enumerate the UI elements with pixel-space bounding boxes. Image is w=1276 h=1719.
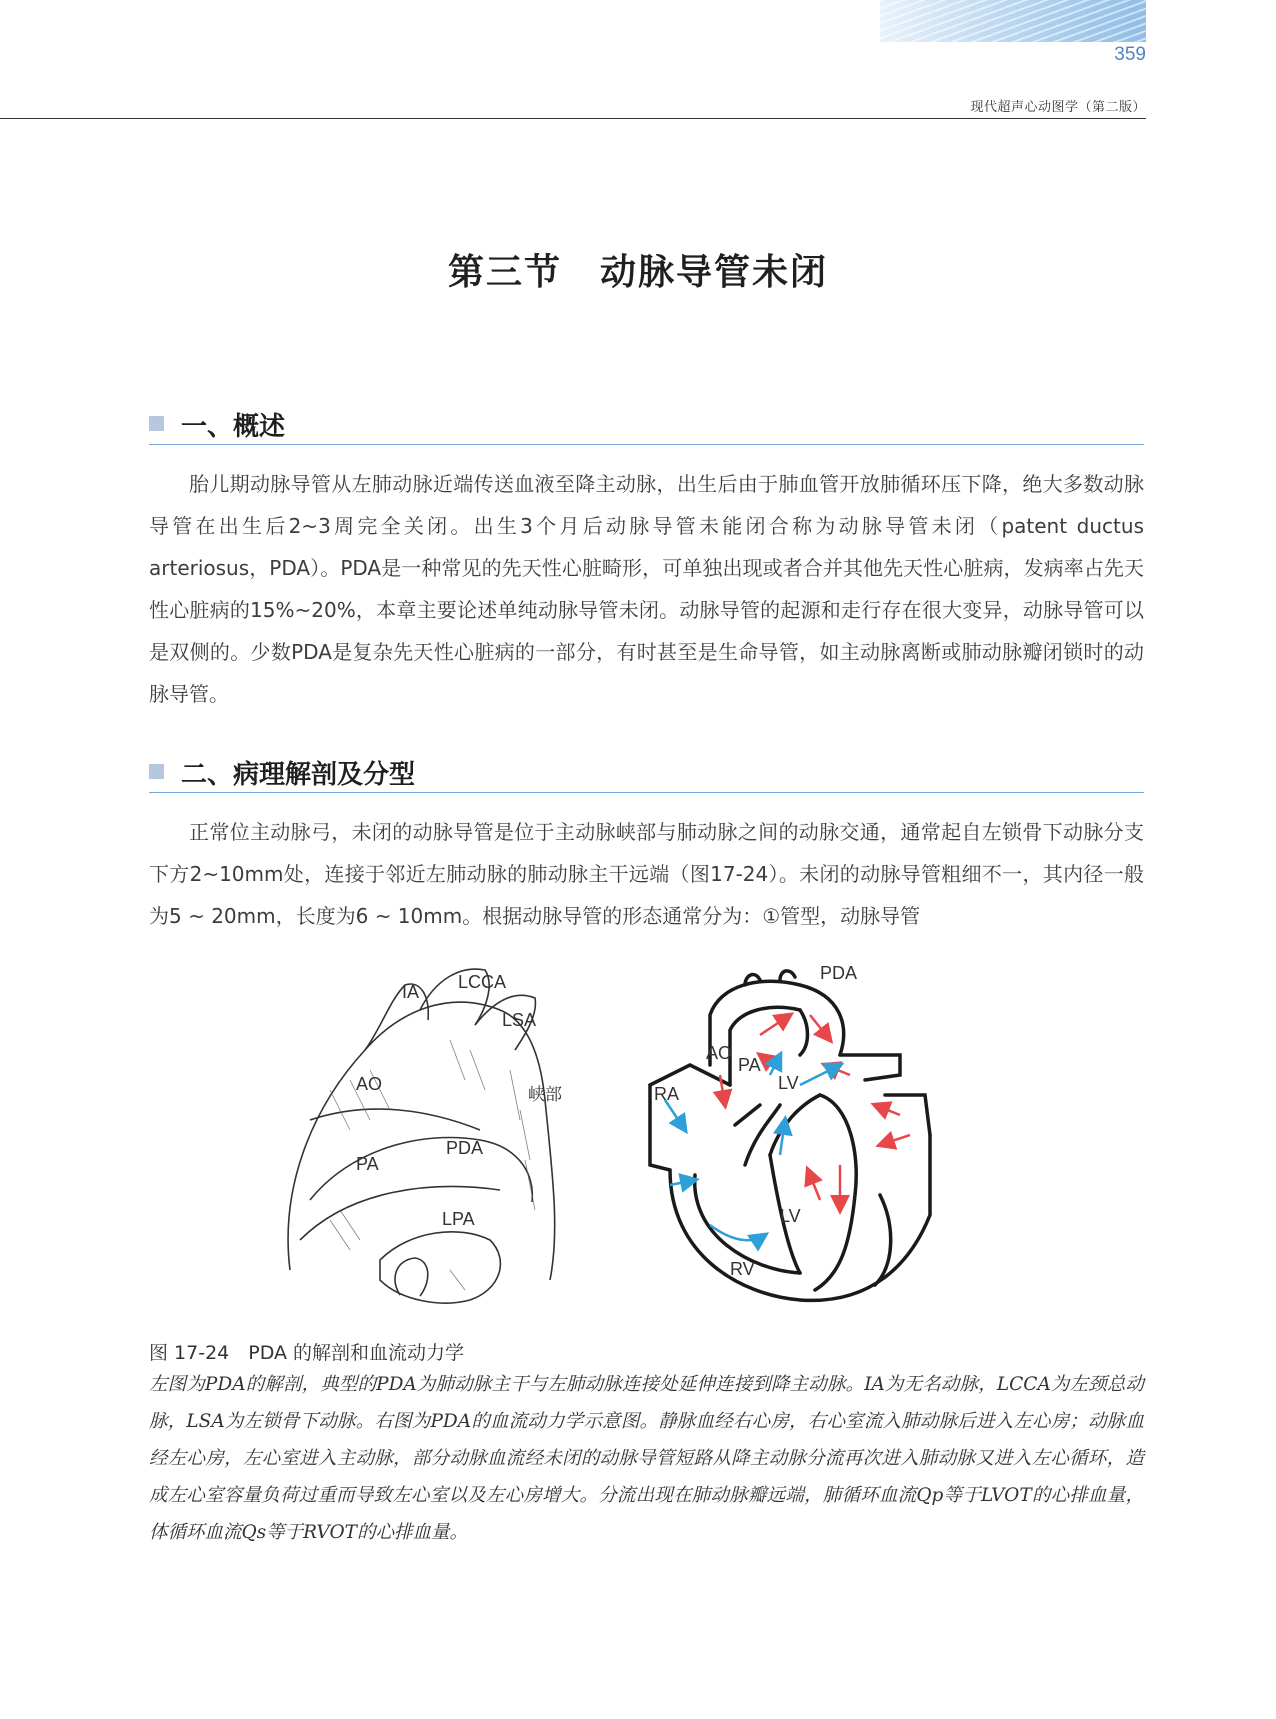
label-lpa: LPA (442, 1209, 475, 1229)
label-ra: RA (654, 1084, 680, 1104)
running-header: 现代超声心动图学（第二版） (970, 100, 1146, 115)
heading-pathology (149, 752, 1144, 793)
figure-description: 左图为PDA的解剖，典型的PDA为肺动脉主干与左肺动脉连接处延伸连接到降主动脉。IA为无名动脉，LCCA为左颈总动脉，LSA为左锁骨下动脉。右图为PDA的血流动力学示意图。静脉血经右心房，右心室流入肺动脉后进入左心房；动脉血经左心房，左心室进入主动脉，部分动脉血流经未闭的动脉导管短路从降主动脉分流再次进入肺动脉又进入左心循环，造成左心室容量负荷过重而导致左心室以及左心房增大。分流出现在肺动脉瓣远端，肺循环血流Qp等于LVOT的心排血量，体循环血流Qs等于RVOT的心排血量。 (149, 1374, 1144, 1543)
label-lsa: LSA (502, 1010, 537, 1030)
paragraph-overview: 胎儿期动脉导管从左肺动脉近端传送血液至降主动脉，出生后由于肺血管开放肺循环压下降，绝大多数动脉导管在出生后2~3周完全关闭。出生3个月后动脉导管未能闭合称为动脉导管未闭（patent ductus arteriosus，PDA）。PDA是一种常见的先天性心脏畸形，可单独出现或者合并其他先天性心脏病，发病率占先天性心脏病的15%~20%，本章主要论述单纯动脉导管未闭。动脉导管的起源和走行存在很大变异，动脉导管可以是双侧的。少数PDA是复杂先天性心脏病的一部分，有时甚至是生命导管，如主动脉离断或肺动脉瓣闭锁时的动脉导管。 (149, 472, 1144, 706)
label-lcca: LCCA (458, 972, 507, 992)
label-pa: PA (356, 1154, 379, 1174)
label-lv-upper: LV (778, 1073, 799, 1093)
paragraph-pathology: 正常位主动脉弓，未闭的动脉导管是位于主动脉峡部与肺动脉之间的动脉交通，通常起自左锁骨下动脉分支下方2~10mm处，连接于邻近左肺动脉的肺动脉主干远端（图17-24）。未闭的动脉导管粗细不一，其内径一般为5 ~ 20mm，长度为6 ~ 10mm。根据动脉导管的形态通常分为：①管型，动脉导管 (149, 820, 1144, 928)
label-ia: IA (402, 982, 420, 1002)
label-isthmus: 峡部 (528, 1085, 562, 1105)
section-title: 第三节 动脉导管未闭 (447, 252, 828, 293)
heading-marker-icon (149, 416, 164, 431)
label-pa-right: PA (738, 1055, 761, 1075)
label-ao: AO (356, 1074, 383, 1094)
pda-anatomy-illustration (270, 940, 620, 1320)
header-divider (0, 118, 1146, 119)
page-number: 359 (1114, 44, 1146, 65)
label-pda: PDA (446, 1138, 484, 1158)
heading-text: 一、概述 (181, 412, 286, 442)
heading-text: 二、病理解剖及分型 (181, 760, 416, 790)
label-rv: RV (730, 1259, 755, 1279)
hemodynamics-drawing (650, 955, 950, 1325)
heading-overview (149, 404, 1144, 445)
label-lv-lower: LV (780, 1206, 801, 1226)
anatomy-drawing (270, 940, 620, 1320)
figure-caption: 图 17-24 PDA 的解剖和血流动力学 (149, 1342, 465, 1364)
heading-marker-icon (149, 764, 164, 779)
label-pda-right: PDA (820, 963, 858, 983)
header-decoration (880, 0, 1146, 42)
pda-hemodynamics-diagram (650, 955, 950, 1325)
label-ao-right: AO (706, 1043, 733, 1063)
